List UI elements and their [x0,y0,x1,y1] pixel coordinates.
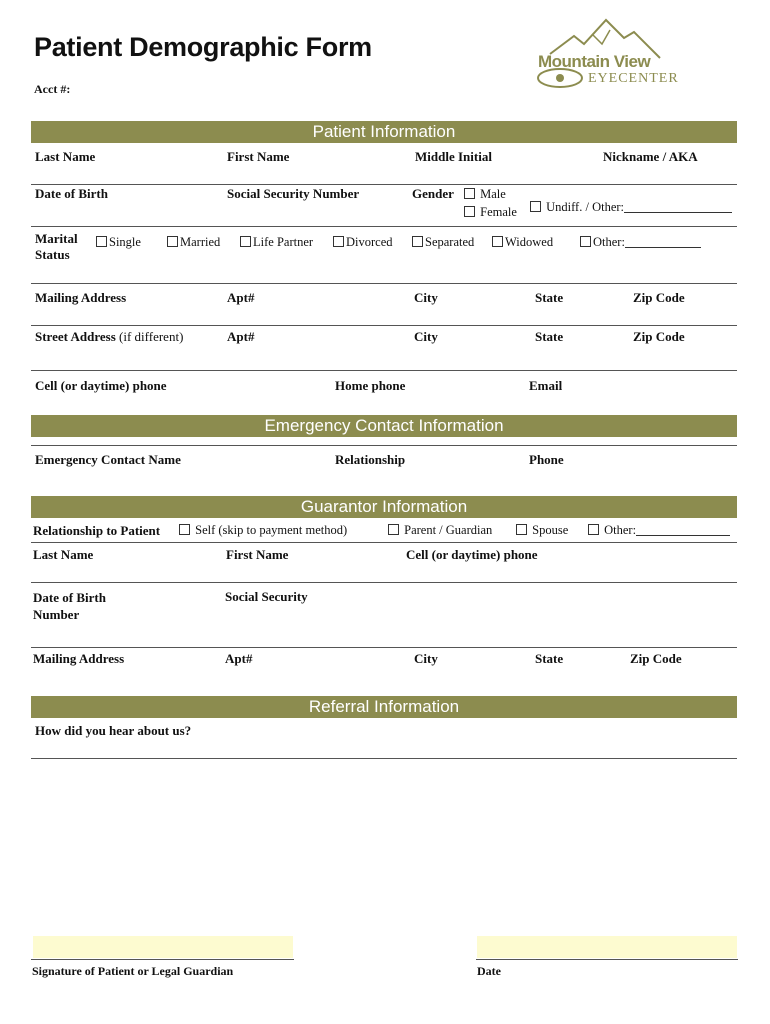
divider [31,370,737,371]
patient-apt-label: Apt# [227,290,255,305]
guarantor-other-blank[interactable] [636,524,730,536]
guarantor-parent-option[interactable]: Parent / Guardian [388,523,492,538]
referral-question-label: How did you hear about us? [35,723,192,738]
patient-middle-initial-label: Middle Initial [415,149,492,164]
marital-other-option[interactable]: Other: [580,235,701,250]
patient-zip-label: Zip Code [633,290,685,305]
checkbox-icon[interactable] [464,188,475,199]
signature-input[interactable] [33,936,293,958]
emergency-phone-label: Phone [529,452,564,467]
email-label: Email [529,378,563,393]
guarantor-section-header: Guarantor Information [31,496,737,518]
guarantor-other-option[interactable]: Other: [588,523,730,538]
guarantor-dob-label: Date of Birth Number [33,590,106,622]
patient-state-label: State [535,290,564,305]
patient-city-label: City [414,290,438,305]
patient-first-name-label: First Name [227,149,290,164]
checkbox-icon[interactable] [492,236,503,247]
checkbox-icon[interactable] [388,524,399,535]
guarantor-relationship-label: Relationship to Patient [33,523,161,538]
patient-last-name-label: Last Name [35,149,96,164]
emergency-name-label: Emergency Contact Name [35,452,181,467]
guarantor-ssn-label: Social Security [225,589,308,604]
patient-mailing-address-label: Mailing Address [35,290,127,305]
marital-status-label: Marital Status [35,231,78,262]
undiff-blank[interactable] [624,201,732,213]
page-title: Patient Demographic Form [34,32,372,62]
date-line [476,959,738,960]
logo-line2: EYECENTER [588,71,679,86]
marital-divorced-option[interactable]: Divorced [333,235,393,250]
divider [31,325,737,326]
divider [31,582,737,583]
marital-married-option[interactable]: Married [167,235,220,250]
divider [31,283,737,284]
checkbox-icon[interactable] [167,236,178,247]
referral-section-header: Referral Information [31,696,737,718]
date-input[interactable] [477,936,737,958]
checkbox-icon[interactable] [588,524,599,535]
guarantor-cell-phone-label: Cell (or daytime) phone [406,547,538,562]
logo-line1: Mountain View [538,52,651,71]
checkbox-icon[interactable] [179,524,190,535]
gender-male-option[interactable]: Male [464,187,506,202]
checkbox-icon[interactable] [530,201,541,212]
home-phone-label: Home phone [335,378,406,393]
marital-widowed-option[interactable]: Widowed [492,235,553,250]
guarantor-first-name-label: First Name [226,547,289,562]
divider [31,542,737,543]
patient-dob-label: Date of Birth [35,186,108,201]
marital-separated-option[interactable]: Separated [412,235,474,250]
checkbox-icon[interactable] [96,236,107,247]
acct-label: Acct #: [34,82,71,96]
guarantor-apt-label: Apt# [225,651,253,666]
checkbox-icon[interactable] [580,236,591,247]
checkbox-icon[interactable] [464,206,475,217]
guarantor-state-label: State [535,651,564,666]
guarantor-city-label: City [414,651,438,666]
marital-life-partner-option[interactable]: Life Partner [240,235,313,250]
street-address-label: Street Address (if different) [35,329,184,344]
guarantor-last-name-label: Last Name [33,547,94,562]
cell-phone-label: Cell (or daytime) phone [35,378,167,393]
guarantor-mailing-address-label: Mailing Address [33,651,125,666]
guarantor-self-option[interactable]: Self (skip to payment method) [179,523,347,538]
patient-section-header: Patient Information [31,121,737,143]
gender-label: Gender [412,186,454,201]
signature-line [31,959,294,960]
divider [31,226,737,227]
divider [31,184,737,185]
street-apt-label: Apt# [227,329,255,344]
gender-undiff-option[interactable]: Undiff. / Other: [530,200,732,215]
date-label: Date [477,964,501,978]
guarantor-zip-label: Zip Code [630,651,682,666]
gender-female-option[interactable]: Female [464,205,517,220]
street-state-label: State [535,329,564,344]
marital-single-option[interactable]: Single [96,235,141,250]
divider [31,445,737,446]
mountain-view-logo [532,14,692,104]
divider [31,647,737,648]
signature-label: Signature of Patient or Legal Guardian [32,964,234,978]
emergency-section-header: Emergency Contact Information [31,415,737,437]
divider [31,758,737,759]
street-zip-label: Zip Code [633,329,685,344]
emergency-relationship-label: Relationship [335,452,406,467]
patient-nickname-label: Nickname / AKA [603,149,698,164]
guarantor-spouse-option[interactable]: Spouse [516,523,568,538]
checkbox-icon[interactable] [240,236,251,247]
checkbox-icon[interactable] [333,236,344,247]
checkbox-icon[interactable] [412,236,423,247]
patient-ssn-label: Social Security Number [227,186,360,201]
marital-other-blank[interactable] [625,236,701,248]
checkbox-icon[interactable] [516,524,527,535]
street-city-label: City [414,329,438,344]
